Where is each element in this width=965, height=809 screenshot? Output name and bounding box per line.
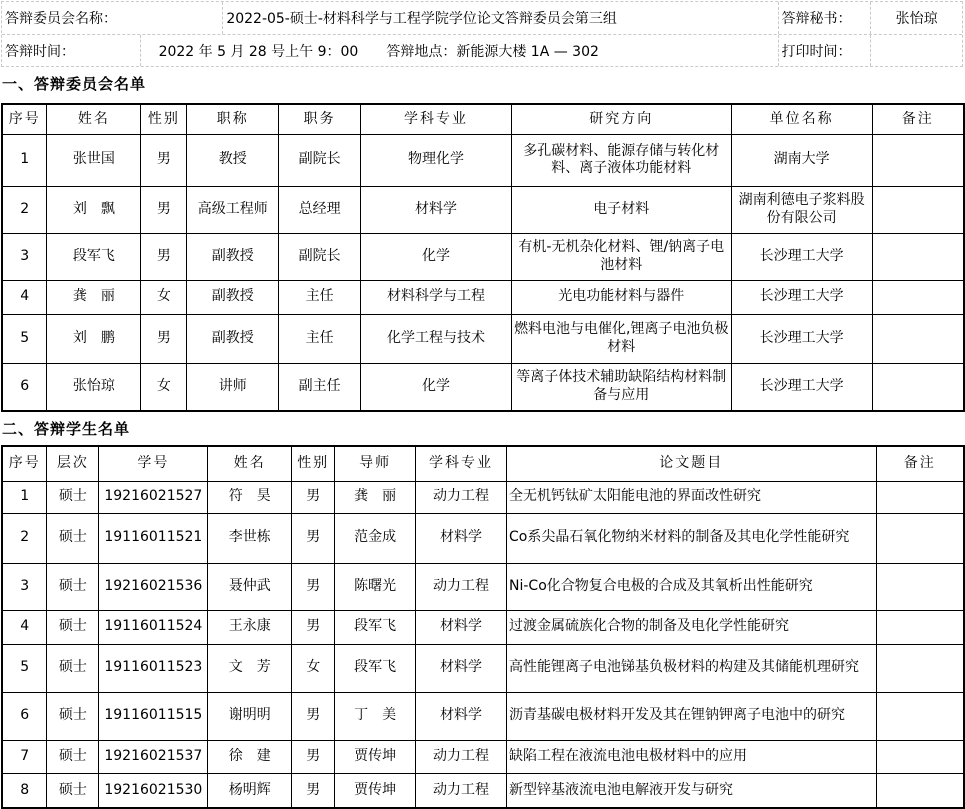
table-cell — [872, 280, 964, 314]
students-table — [1, 445, 965, 809]
table-row — [2, 513, 964, 563]
table-cell: 副教授 — [187, 280, 279, 314]
table-cell: 19216021536 — [99, 563, 208, 610]
table-row — [2, 644, 964, 692]
table-cell: 7 — [2, 740, 47, 773]
col-header: 论文题目 — [507, 446, 877, 481]
secretary-value: 张怡琼 — [870, 2, 962, 34]
table-row — [2, 563, 964, 610]
table-cell: 6 — [2, 363, 47, 411]
table-cell: 男 — [292, 563, 335, 610]
table-cell: 全无机钙钛矿太阳能电池的界面改性研究 — [507, 481, 877, 513]
table-cell: 光电功能材料与器件 — [511, 280, 731, 314]
table-cell: 湖南利德电子浆料股份有限公司 — [731, 186, 872, 233]
table-cell: 段军飞 — [335, 644, 416, 692]
table-cell — [876, 773, 964, 808]
table-cell: 长沙理工大学 — [731, 280, 872, 314]
table-cell: 电子材料 — [511, 186, 731, 233]
table-row — [2, 481, 964, 513]
committee-section-title: 一、答辩委员会名单 — [2, 75, 147, 93]
table-row — [2, 773, 964, 808]
table-cell: 主任 — [279, 280, 361, 314]
table-cell: 男 — [292, 740, 335, 773]
table-cell: 3 — [2, 233, 47, 280]
table-cell: 总经理 — [279, 186, 361, 233]
table-cell: 副院长 — [279, 233, 361, 280]
table-cell: 女 — [141, 280, 187, 314]
table-cell: 王永康 — [208, 610, 292, 644]
table-cell — [872, 233, 964, 280]
committee-name-label: 答辩委员会名称： — [5, 11, 117, 27]
table-cell: 硕士 — [47, 563, 99, 610]
defense-time-location-cell — [140, 35, 778, 66]
print-time-label: 打印时间： — [778, 35, 871, 66]
table-cell: 男 — [292, 481, 335, 513]
table-cell: 等离子体技术辅助缺陷结构材料制备与应用 — [511, 363, 731, 411]
table-cell: 龚 丽 — [335, 481, 416, 513]
committee-table — [1, 103, 965, 412]
col-header: 职务 — [279, 104, 361, 134]
col-header: 学科专业 — [416, 446, 507, 481]
print-time-value — [870, 35, 962, 66]
table-cell: 动力工程 — [416, 481, 507, 513]
table-cell: 男 — [141, 134, 187, 186]
table-row — [2, 314, 964, 363]
table-cell: 多孔碳材料、能源存储与转化材料、离子液体功能材料 — [511, 134, 731, 186]
table-cell: 贾传坤 — [335, 773, 416, 808]
table-cell — [876, 644, 964, 692]
table-cell: 化学 — [361, 233, 512, 280]
table-cell: 2 — [2, 186, 47, 233]
table-cell: 符 昊 — [208, 481, 292, 513]
table-cell: 过渡金属硫族化合物的制备及电化学性能研究 — [507, 610, 877, 644]
table-cell: 讲师 — [187, 363, 279, 411]
table-cell: 文 芳 — [208, 644, 292, 692]
col-header: 序号 — [2, 446, 47, 481]
table-cell: 刘 飘 — [47, 186, 141, 233]
table-cell: 张世国 — [47, 134, 141, 186]
table-cell: 材料学 — [416, 513, 507, 563]
table-cell: 李世栋 — [208, 513, 292, 563]
table-cell: 副教授 — [187, 233, 279, 280]
table-cell: 硕士 — [47, 644, 99, 692]
defense-time-value: 2022 年 5 月 28 号上午 9：00 — [158, 43, 359, 60]
col-header: 序号 — [2, 104, 47, 134]
secretary-label: 答辩秘书： — [778, 2, 871, 34]
table-cell: 19116011515 — [99, 692, 208, 740]
col-header: 导师 — [335, 446, 416, 481]
table-cell: 段军飞 — [335, 610, 416, 644]
table-cell: 硕士 — [47, 692, 99, 740]
table-cell: 1 — [2, 134, 47, 186]
table-cell: 沥青基碳电极材料开发及其在锂钠钾离子电池中的研究 — [507, 692, 877, 740]
col-header: 性别 — [292, 446, 335, 481]
table-cell: 长沙理工大学 — [731, 233, 872, 280]
table-cell: 湖南大学 — [731, 134, 872, 186]
table-cell: 19216021530 — [99, 773, 208, 808]
table-cell: 硕士 — [47, 513, 99, 563]
table-cell: 2 — [2, 513, 47, 563]
table-row — [2, 186, 964, 233]
col-header: 职称 — [187, 104, 279, 134]
table-row — [2, 134, 964, 186]
table-cell — [872, 363, 964, 411]
table-cell: 男 — [292, 692, 335, 740]
table-row — [2, 740, 964, 773]
table-cell: 材料学 — [416, 610, 507, 644]
table-cell: 8 — [2, 773, 47, 808]
table-cell: 硕士 — [47, 773, 99, 808]
col-header: 学科专业 — [361, 104, 512, 134]
table-row — [2, 692, 964, 740]
table-cell: 张怡琼 — [47, 363, 141, 411]
table-cell: 女 — [141, 363, 187, 411]
col-header: 姓名 — [47, 104, 141, 134]
table-cell: 19116011523 — [99, 644, 208, 692]
table-cell: 5 — [2, 644, 47, 692]
col-header: 性别 — [141, 104, 187, 134]
table-cell — [872, 314, 964, 363]
table-cell: 3 — [2, 563, 47, 610]
table-cell: 物理化学 — [361, 134, 512, 186]
col-header: 层次 — [47, 446, 99, 481]
table-cell: 硕士 — [47, 740, 99, 773]
table-cell: 燃料电池与电催化,锂离子电池负极材料 — [511, 314, 731, 363]
table-cell: 男 — [141, 314, 187, 363]
info-row-committee-name — [2, 2, 962, 34]
table-cell — [876, 513, 964, 563]
table-cell: 男 — [141, 233, 187, 280]
table-cell: 4 — [2, 610, 47, 644]
table-cell: 长沙理工大学 — [731, 363, 872, 411]
table-cell: 动力工程 — [416, 773, 507, 808]
table-cell: 范金成 — [335, 513, 416, 563]
table-cell — [872, 134, 964, 186]
table-cell — [876, 740, 964, 773]
table-cell — [876, 481, 964, 513]
col-header: 研究方向 — [511, 104, 731, 134]
info-row-time-location — [2, 34, 962, 66]
table-cell: 陈曙光 — [335, 563, 416, 610]
table-cell: 男 — [292, 513, 335, 563]
committee-name-value: 2022-05-硕士-材料科学与工程学院学位论文答辩委员会第三组 — [222, 2, 777, 34]
table-cell: Ni-Co化合物复合电极的合成及其氧析出性能研究 — [507, 563, 877, 610]
table-cell: 女 — [292, 644, 335, 692]
defense-location-label: 答辩地点： — [386, 43, 457, 60]
table-cell: 副教授 — [187, 314, 279, 363]
col-header: 学号 — [99, 446, 208, 481]
defense-time-label: 答辩时间： — [5, 43, 75, 60]
table-cell: 19116011524 — [99, 610, 208, 644]
table-cell: 硕士 — [47, 610, 99, 644]
table-cell: 动力工程 — [416, 563, 507, 610]
table-cell: 长沙理工大学 — [731, 314, 872, 363]
table-cell — [876, 610, 964, 644]
table-cell: 副主任 — [279, 363, 361, 411]
col-header: 单位名称 — [731, 104, 872, 134]
table-cell: 缺陷工程在液流电池电极材料中的应用 — [507, 740, 877, 773]
table-cell: 化学工程与技术 — [361, 314, 512, 363]
table-cell — [872, 186, 964, 233]
table-cell: 副院长 — [279, 134, 361, 186]
table-cell: 新型锌基液流电池电解液开发与研究 — [507, 773, 877, 808]
table-cell: 龚 丽 — [47, 280, 141, 314]
table-row — [2, 610, 964, 644]
col-header: 备注 — [872, 104, 964, 134]
table-cell: 高级工程师 — [187, 186, 279, 233]
table-cell: 4 — [2, 280, 47, 314]
table-cell: 有机-无机杂化材料、锂/钠离子电池材料 — [511, 233, 731, 280]
table-cell: 徐 建 — [208, 740, 292, 773]
table-cell: 丁 美 — [335, 692, 416, 740]
col-header: 备注 — [876, 446, 964, 481]
table-cell: 杨明辉 — [208, 773, 292, 808]
table-cell: 硕士 — [47, 481, 99, 513]
table-cell: 教授 — [187, 134, 279, 186]
table-cell: 19216021537 — [99, 740, 208, 773]
table-cell: 材料学 — [416, 644, 507, 692]
table-cell: 材料科学与工程 — [361, 280, 512, 314]
table-cell: 1 — [2, 481, 47, 513]
table-cell: 6 — [2, 692, 47, 740]
table-row — [2, 280, 964, 314]
table-cell: 男 — [141, 186, 187, 233]
table-cell: 贾传坤 — [335, 740, 416, 773]
students-section-title: 二、答辩学生名单 — [2, 420, 131, 438]
col-header: 姓名 — [208, 446, 292, 481]
table-row — [2, 233, 964, 280]
table-cell: 5 — [2, 314, 47, 363]
table-cell: 动力工程 — [416, 740, 507, 773]
table-cell — [876, 563, 964, 610]
table-cell: 主任 — [279, 314, 361, 363]
table-cell: 聂仲武 — [208, 563, 292, 610]
table-cell: 化学 — [361, 363, 512, 411]
table-cell: 19216021527 — [99, 481, 208, 513]
defense-info-header — [1, 1, 963, 67]
table-cell: 高性能锂离子电池锑基负极材料的构建及其储能机理研究 — [507, 644, 877, 692]
table-cell: 男 — [292, 773, 335, 808]
table-cell: 材料学 — [416, 692, 507, 740]
table-cell: 刘 鹏 — [47, 314, 141, 363]
table-cell: 19116011521 — [99, 513, 208, 563]
defense-location-value: 新能源大楼 1A — 302 — [456, 43, 599, 60]
table-cell: Co系尖晶石氧化物纳米材料的制备及其电化学性能研究 — [507, 513, 877, 563]
table-row — [2, 363, 964, 411]
table-cell: 材料学 — [361, 186, 512, 233]
table-cell: 谢明明 — [208, 692, 292, 740]
table-cell: 段军飞 — [47, 233, 141, 280]
table-cell: 男 — [292, 610, 335, 644]
table-cell — [876, 692, 964, 740]
